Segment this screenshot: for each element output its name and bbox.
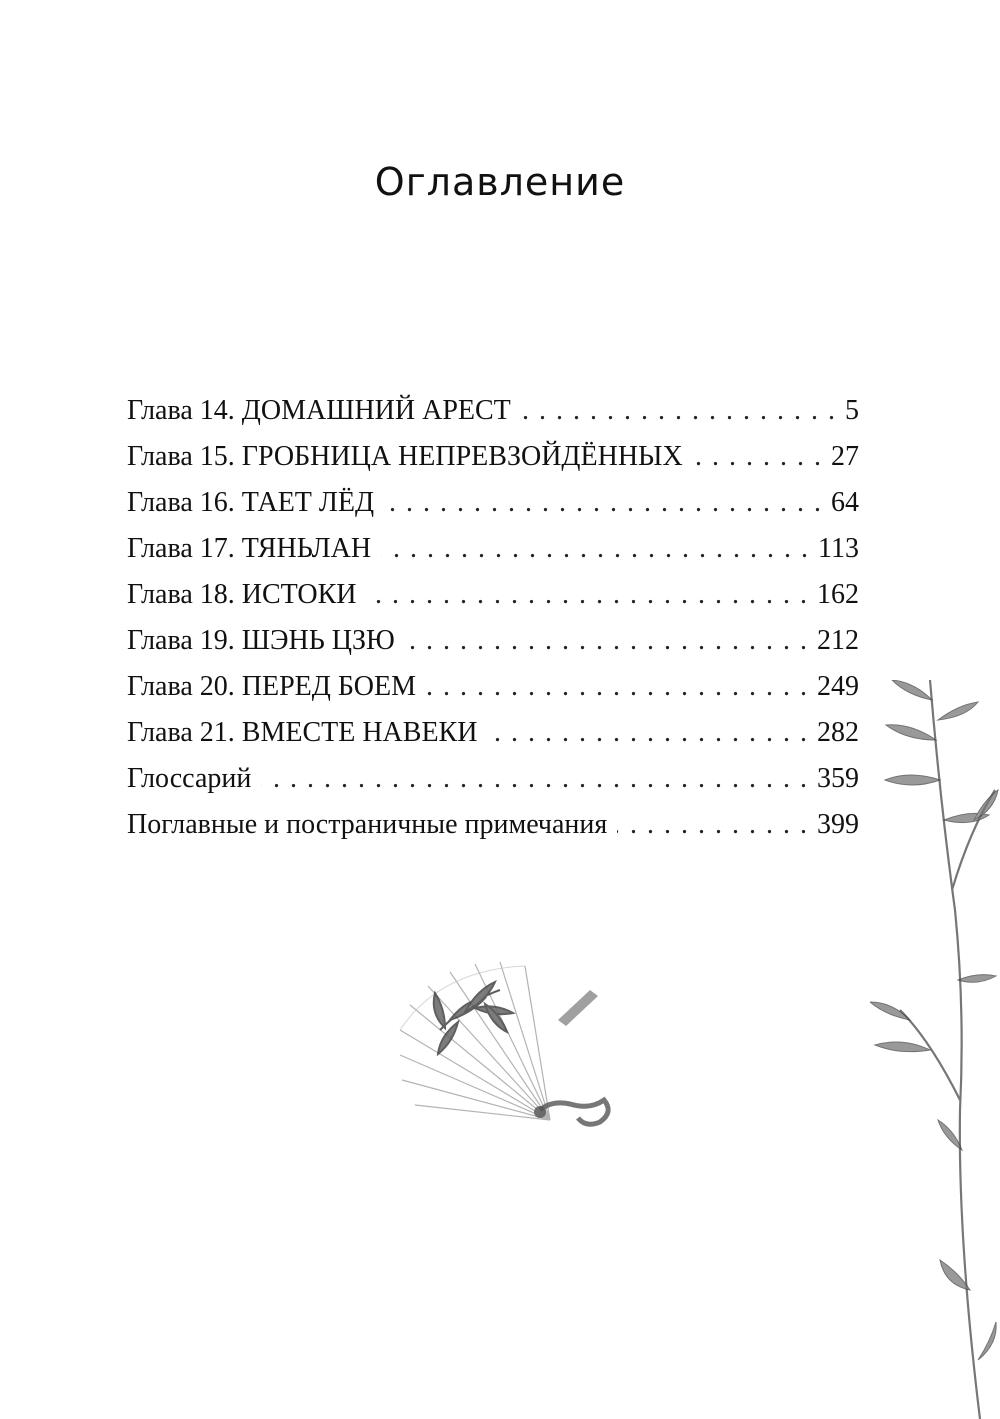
dot-leader [426,664,807,710]
dot-leader [405,618,807,664]
toc-entry-glossary[interactable] [127,756,859,802]
bamboo-illustration [870,680,1000,1419]
toc-entry-notes[interactable] [127,802,859,848]
toc-entry-chapter-21[interactable] [127,710,859,756]
toc-entry-label: Глава 21. ВМЕСТЕ НАВЕКИ [127,717,478,748]
toc-entry-page: 249 [817,671,859,702]
toc-entry-label: Глава 19. ШЭНЬ ЦЗЮ [127,625,395,656]
dot-leader [487,710,807,756]
toc-entry-page: 64 [831,487,859,518]
toc-entry-page: 282 [817,717,859,748]
dot-leader [381,526,808,572]
toc-entry-label: Глава 18. ИСТОКИ [127,579,357,610]
dot-leader [261,756,807,802]
dot-leader [693,434,821,480]
toc-entry-label: Глава 15. ГРОБНИЦА НЕПРЕВЗОЙДЁННЫХ [127,441,683,472]
toc-entry-page: 399 [817,809,859,840]
toc-entry-page: 5 [845,395,859,426]
toc-entry-label: Глава 16. ТАЕТ ЛЁД [127,487,375,518]
table-of-contents [127,388,859,848]
toc-entry-page: 27 [831,441,859,472]
toc-entry-label: Глава 14. ДОМАШНИЙ АРЕСТ [127,395,511,426]
page-title: Оглавление [374,160,626,204]
toc-entry-chapter-20[interactable] [127,664,859,710]
toc-entry-page: 212 [817,625,859,656]
dot-leader [617,802,807,848]
toc-entry-chapter-19[interactable] [127,618,859,664]
toc-entry-page: 113 [818,533,859,564]
dot-leader [367,572,807,618]
toc-entry-label: Глава 20. ПЕРЕД БОЕМ [127,671,416,702]
toc-entry-chapter-16[interactable] [127,480,859,526]
dot-leader [384,480,821,526]
toc-entry-chapter-18[interactable] [127,572,859,618]
folding-fan-illustration [380,960,640,1170]
toc-entry-label: Поглавные и постраничные примечания [127,809,608,840]
toc-entry-chapter-14[interactable] [127,388,859,434]
toc-entry-label: Глоссарий [127,763,252,794]
toc-entry-chapter-15[interactable] [127,434,859,480]
toc-entry-chapter-17[interactable] [127,526,859,572]
dot-leader [521,388,835,434]
toc-entry-label: Глава 17. ТЯНЬЛАН [127,533,372,564]
toc-entry-page: 359 [817,763,859,794]
toc-entry-page: 162 [817,579,859,610]
